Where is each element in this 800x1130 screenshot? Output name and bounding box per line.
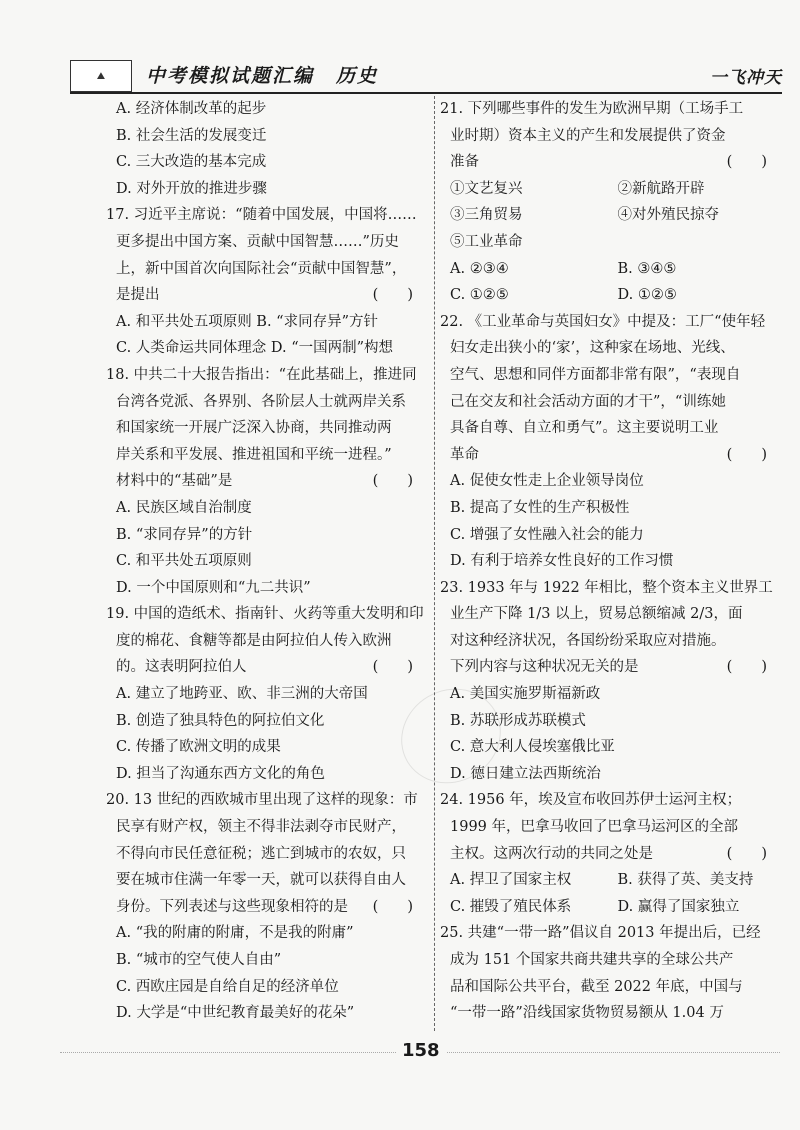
answer-option: B. 创造了独具特色的阿拉伯文化 (116, 712, 325, 729)
answer-option: C. 西欧庄园是自给自足的经济单位 (116, 978, 339, 995)
answer-option: C. 和平共处五项原则 (116, 553, 252, 570)
answer-option: D. 一个中国原则和“九二共识” (116, 579, 311, 596)
question-line: 和国家统一开展广泛深入协商，共同推动两 (116, 420, 392, 437)
question-line: 业生产下降 1/3 以上，贸易总额缩减 2/3，面 (450, 606, 743, 623)
question (106, 362, 431, 495)
question-line: 25. 共建“一带一路”倡议自 2013 年提出后，已经 (440, 925, 761, 942)
question-line: 不得向市民任意征税；逃亡到城市的农奴，只 (116, 845, 406, 862)
question-line: 岸关系和平发展、推进祖国和平统一进程。” (116, 446, 392, 463)
question-line: 革命 ( ) (440, 442, 785, 469)
page-number: 158 (396, 1040, 446, 1061)
answer-bracket: ( ) (726, 659, 767, 676)
answer-option: B. “求同存异”的方针 (116, 526, 253, 543)
question-line: 准备 ( ) (440, 149, 785, 176)
answer-option: A. 民族区域自治制度 (116, 499, 252, 516)
right-column (440, 96, 785, 1027)
question-line: 21. 下列哪些事件的发生为欧洲早期（工场手工 (440, 101, 744, 117)
answer-option: B. 提高了女性的生产积极性 (450, 499, 630, 516)
question-line: 下列内容与这种状况无关的是 ( ) (440, 654, 785, 681)
question-line: 19. 中国的造纸术、指南针、火药等重大发明和印 (106, 606, 424, 623)
answer-option: D. 大学是“中世纪教育最美好的花朵” (116, 1005, 355, 1022)
question-line: 对这种经济状况，各国纷纷采取应对措施。 (450, 632, 726, 649)
option-row (440, 176, 785, 203)
answer-option: ①文艺复兴 (450, 180, 523, 197)
question-line: 更多提出中国方案、贡献中国智慧……”历史 (116, 233, 399, 250)
question (440, 787, 785, 867)
left-column (106, 96, 431, 1027)
question (106, 787, 431, 920)
question (440, 575, 785, 681)
answer-option: C. 增强了女性融入社会的能力 (450, 526, 644, 543)
option-row (440, 867, 785, 894)
brand-name: 一飞冲天 (710, 68, 782, 88)
question-line: 成为 151 个国家共商共建共享的全球公共产 (450, 952, 734, 968)
answer-option: A. 美国实施罗斯福新政 (450, 686, 601, 703)
answer-bracket: ( ) (372, 898, 413, 915)
question-line: 民享有财产权，领主不得非法剥夺市民财产， (116, 819, 406, 836)
page-header (70, 56, 782, 94)
answer-option: ③三角贸易 (450, 207, 523, 224)
question-line: 22. 《工业革命与英国妇女》中提及：工厂“使年轻 (440, 313, 766, 330)
question-line: 品和国际公共平台，截至 2022 年底，中国与 (450, 978, 743, 995)
question-line: 主权。这两次行动的共同之处是 ( ) (440, 841, 785, 868)
answer-option: A. 建立了地跨亚、欧、非三洲的大帝国 (116, 686, 368, 703)
answer-bracket: ( ) (726, 845, 767, 862)
answer-option: D. ①②⑤ (617, 287, 677, 304)
answer-option: C. 摧毁了殖民体系 (450, 898, 572, 915)
question-line: 妇女走出狭小的‘家’，这种家在场地、光线、 (450, 340, 735, 357)
book-title: 中考模拟试题汇编 (146, 65, 315, 87)
option-row (440, 256, 785, 283)
question-line: 业时期）资本主义的产生和发展提供了资金 (450, 127, 726, 144)
answer-option: B. 苏联形成苏联模式 (450, 712, 586, 729)
answer-option: D. 有利于培养女性良好的工作习惯 (450, 553, 674, 570)
question-line: 20. 13 世纪的西欧城市里出现了这样的现象：市 (106, 792, 418, 809)
answer-bracket: ( ) (372, 287, 413, 304)
answer-option: D. 担当了沟通东西方文化的角色 (116, 765, 325, 782)
question-line: 的。这表明阿拉伯人 ( ) (106, 654, 431, 681)
column-divider (434, 96, 435, 1031)
question-line: 材料中的“基础”是 ( ) (106, 468, 431, 495)
question-line: 是提出 ( ) (106, 282, 431, 309)
answer-option: B. 社会生活的发展变迁 (116, 127, 267, 144)
question-line: “一带一路”沿线国家货物贸易额从 1.04 万 (450, 1005, 724, 1022)
question-line: 17. 习近平主席说：“随着中国发展，中国将…… (106, 207, 417, 224)
answer-option: C. ①②⑤ (450, 287, 509, 304)
question-line: 身份。下列表述与这些现象相符的是 ( ) (106, 894, 431, 921)
question (106, 601, 431, 681)
question-line: 要在城市住满一年零一天，就可以获得自由人 (116, 872, 406, 889)
answer-option (618, 229, 786, 256)
answer-option: C. 三大改造的基本完成 (116, 154, 267, 171)
question (440, 96, 785, 176)
answer-option: D. 赢得了国家独立 (617, 898, 740, 915)
question (440, 309, 785, 469)
answer-option: ②新航路开辟 (617, 180, 705, 197)
answer-option: B. “城市的空气使人自由” (116, 952, 282, 968)
option-row (440, 282, 785, 309)
answer-option: A. 经济体制改革的起步 (116, 101, 267, 117)
question-line: 空气、思想和同伴方面都非常有限”，“表现自 (450, 366, 741, 383)
question (440, 920, 785, 1026)
question-line: 上，新中国首次向国际社会“贡献中国智慧”， (116, 260, 407, 277)
answer-option: C. 传播了欧洲文明的成果 (116, 739, 281, 756)
answer-option: A. ②③④ (450, 260, 509, 277)
answer-option: C. 意大利人侵埃塞俄比亚 (450, 739, 615, 756)
question-line: 己在交友和社会活动方面的才干”，“训练她 (450, 393, 726, 410)
answer-option: A. 促使女性走上企业领导岗位 (450, 473, 644, 490)
answer-option: ④对外殖民掠夺 (617, 207, 719, 224)
subject-label: 历史 (336, 65, 379, 87)
answer-bracket: ( ) (372, 473, 413, 490)
answer-option: B. ③④⑤ (617, 260, 677, 277)
question-line: 台湾各党派、各界别、各阶层人士就两岸关系 (116, 393, 406, 410)
answer-bracket: ( ) (372, 659, 413, 676)
answer-option: A. 捍卫了国家主权 (450, 872, 572, 889)
question-line: 23. 1933 年与 1922 年相比，整个资本主义世界工 (440, 579, 773, 596)
answer-bracket: ( ) (726, 446, 767, 463)
answer-option: A. 和平共处五项原则 B. “求同存异”方针 (116, 313, 378, 330)
question-line: 具备自尊、自立和勇气”。这主要说明工业 (450, 420, 719, 437)
answer-option: A. “我的附庸的附庸，不是我的附庸” (116, 925, 354, 942)
answer-option: C. 人类命运共同体理念 D. “一国两制”构想 (116, 340, 394, 357)
option-row (440, 229, 785, 256)
answer-option: ⑤工业革命 (450, 233, 523, 250)
mountain-logo-icon: ⛰ (70, 60, 132, 92)
answer-option: B. 获得了英、美支持 (617, 872, 754, 889)
answer-bracket: ( ) (726, 154, 767, 171)
answer-option: D. 德日建立法西斯统治 (450, 765, 601, 782)
question (106, 202, 431, 308)
option-row (440, 894, 785, 921)
question-line: 24. 1956 年，埃及宣布收回苏伊士运河主权； (440, 792, 742, 809)
question-line: 度的棉花、食糖等都是由阿拉伯人传入欧洲 (116, 632, 392, 649)
option-row (440, 202, 785, 229)
answer-option: D. 对外开放的推进步骤 (116, 180, 267, 197)
question-line: 18. 中共二十大报告指出：“在此基础上，推进同 (106, 366, 417, 383)
question-line: 1999 年，巴拿马收回了巴拿马运河区的全部 (450, 819, 739, 836)
